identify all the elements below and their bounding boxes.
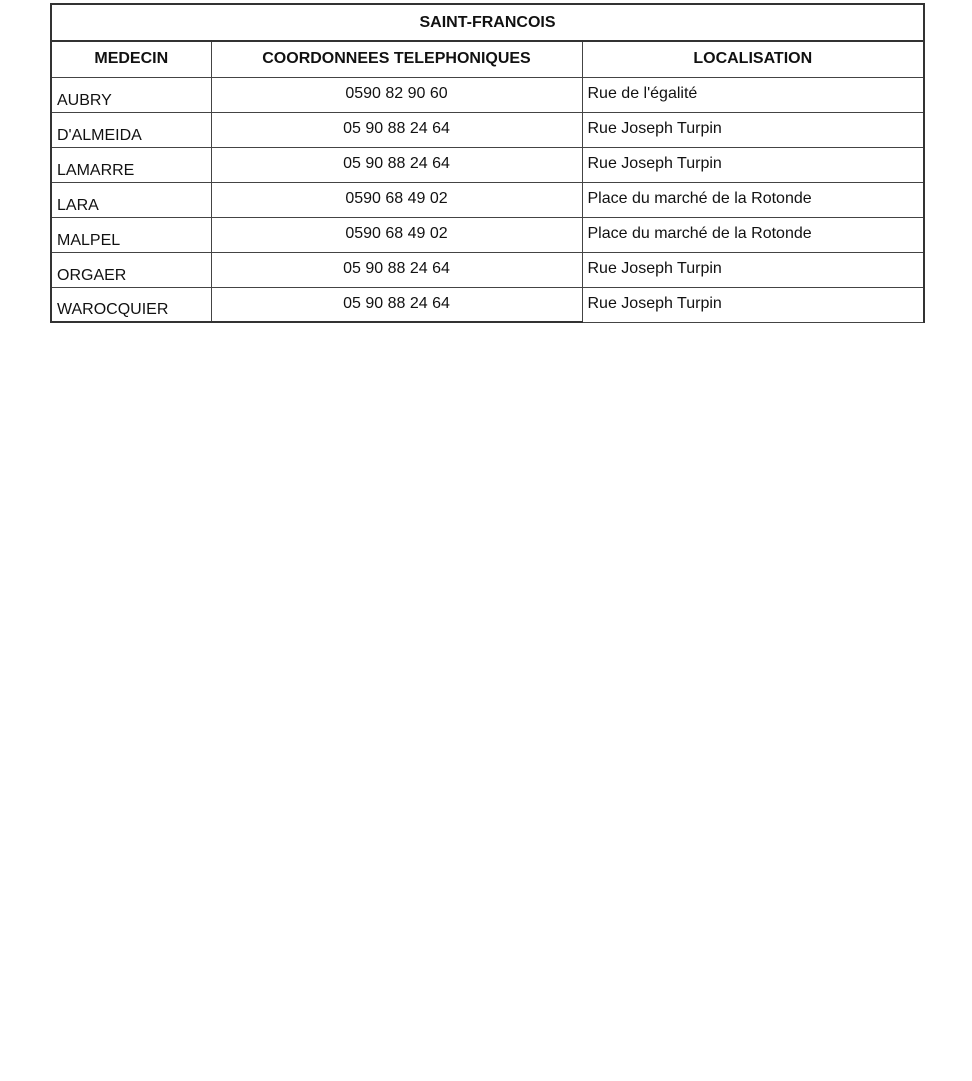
doctor-name: MALPEL (51, 217, 211, 252)
doctor-table (50, 3, 925, 323)
table-row (51, 112, 924, 147)
doctor-phone: 0590 68 49 02 (211, 217, 582, 252)
header-location: LOCALISATION (582, 41, 924, 77)
doctor-phone: 0590 68 49 02 (211, 182, 582, 217)
doctor-location: Rue Joseph Turpin (582, 252, 924, 287)
table-row (51, 252, 924, 287)
doctor-name: AUBRY (51, 77, 211, 112)
doctor-location: Rue de l'égalité (582, 77, 924, 112)
doctor-phone: 05 90 88 24 64 (211, 147, 582, 182)
doctor-location: Rue Joseph Turpin (582, 147, 924, 182)
doctor-location: Place du marché de la Rotonde (582, 217, 924, 252)
doctor-directory (50, 3, 923, 323)
doctor-name: WAROCQUIER (51, 287, 211, 322)
doctor-name: LARA (51, 182, 211, 217)
doctor-location: Rue Joseph Turpin (582, 112, 924, 147)
doctor-location: Rue Joseph Turpin (582, 287, 924, 322)
doctor-name: LAMARRE (51, 147, 211, 182)
doctor-phone: 05 90 88 24 64 (211, 112, 582, 147)
table-row (51, 287, 924, 322)
header-medecin: MEDECIN (51, 41, 211, 77)
doctor-phone: 0590 82 90 60 (211, 77, 582, 112)
table-row (51, 182, 924, 217)
doctor-name: ORGAER (51, 252, 211, 287)
table-row (51, 77, 924, 112)
table-row (51, 147, 924, 182)
table-row (51, 217, 924, 252)
title-row (51, 4, 924, 41)
header-phone: COORDONNEES TELEPHONIQUES (211, 41, 582, 77)
doctor-name: D'ALMEIDA (51, 112, 211, 147)
doctor-location: Place du marché de la Rotonde (582, 182, 924, 217)
table-title: SAINT-FRANCOIS (51, 4, 924, 41)
doctor-phone: 05 90 88 24 64 (211, 252, 582, 287)
header-row (51, 41, 924, 77)
doctor-phone: 05 90 88 24 64 (211, 287, 582, 322)
